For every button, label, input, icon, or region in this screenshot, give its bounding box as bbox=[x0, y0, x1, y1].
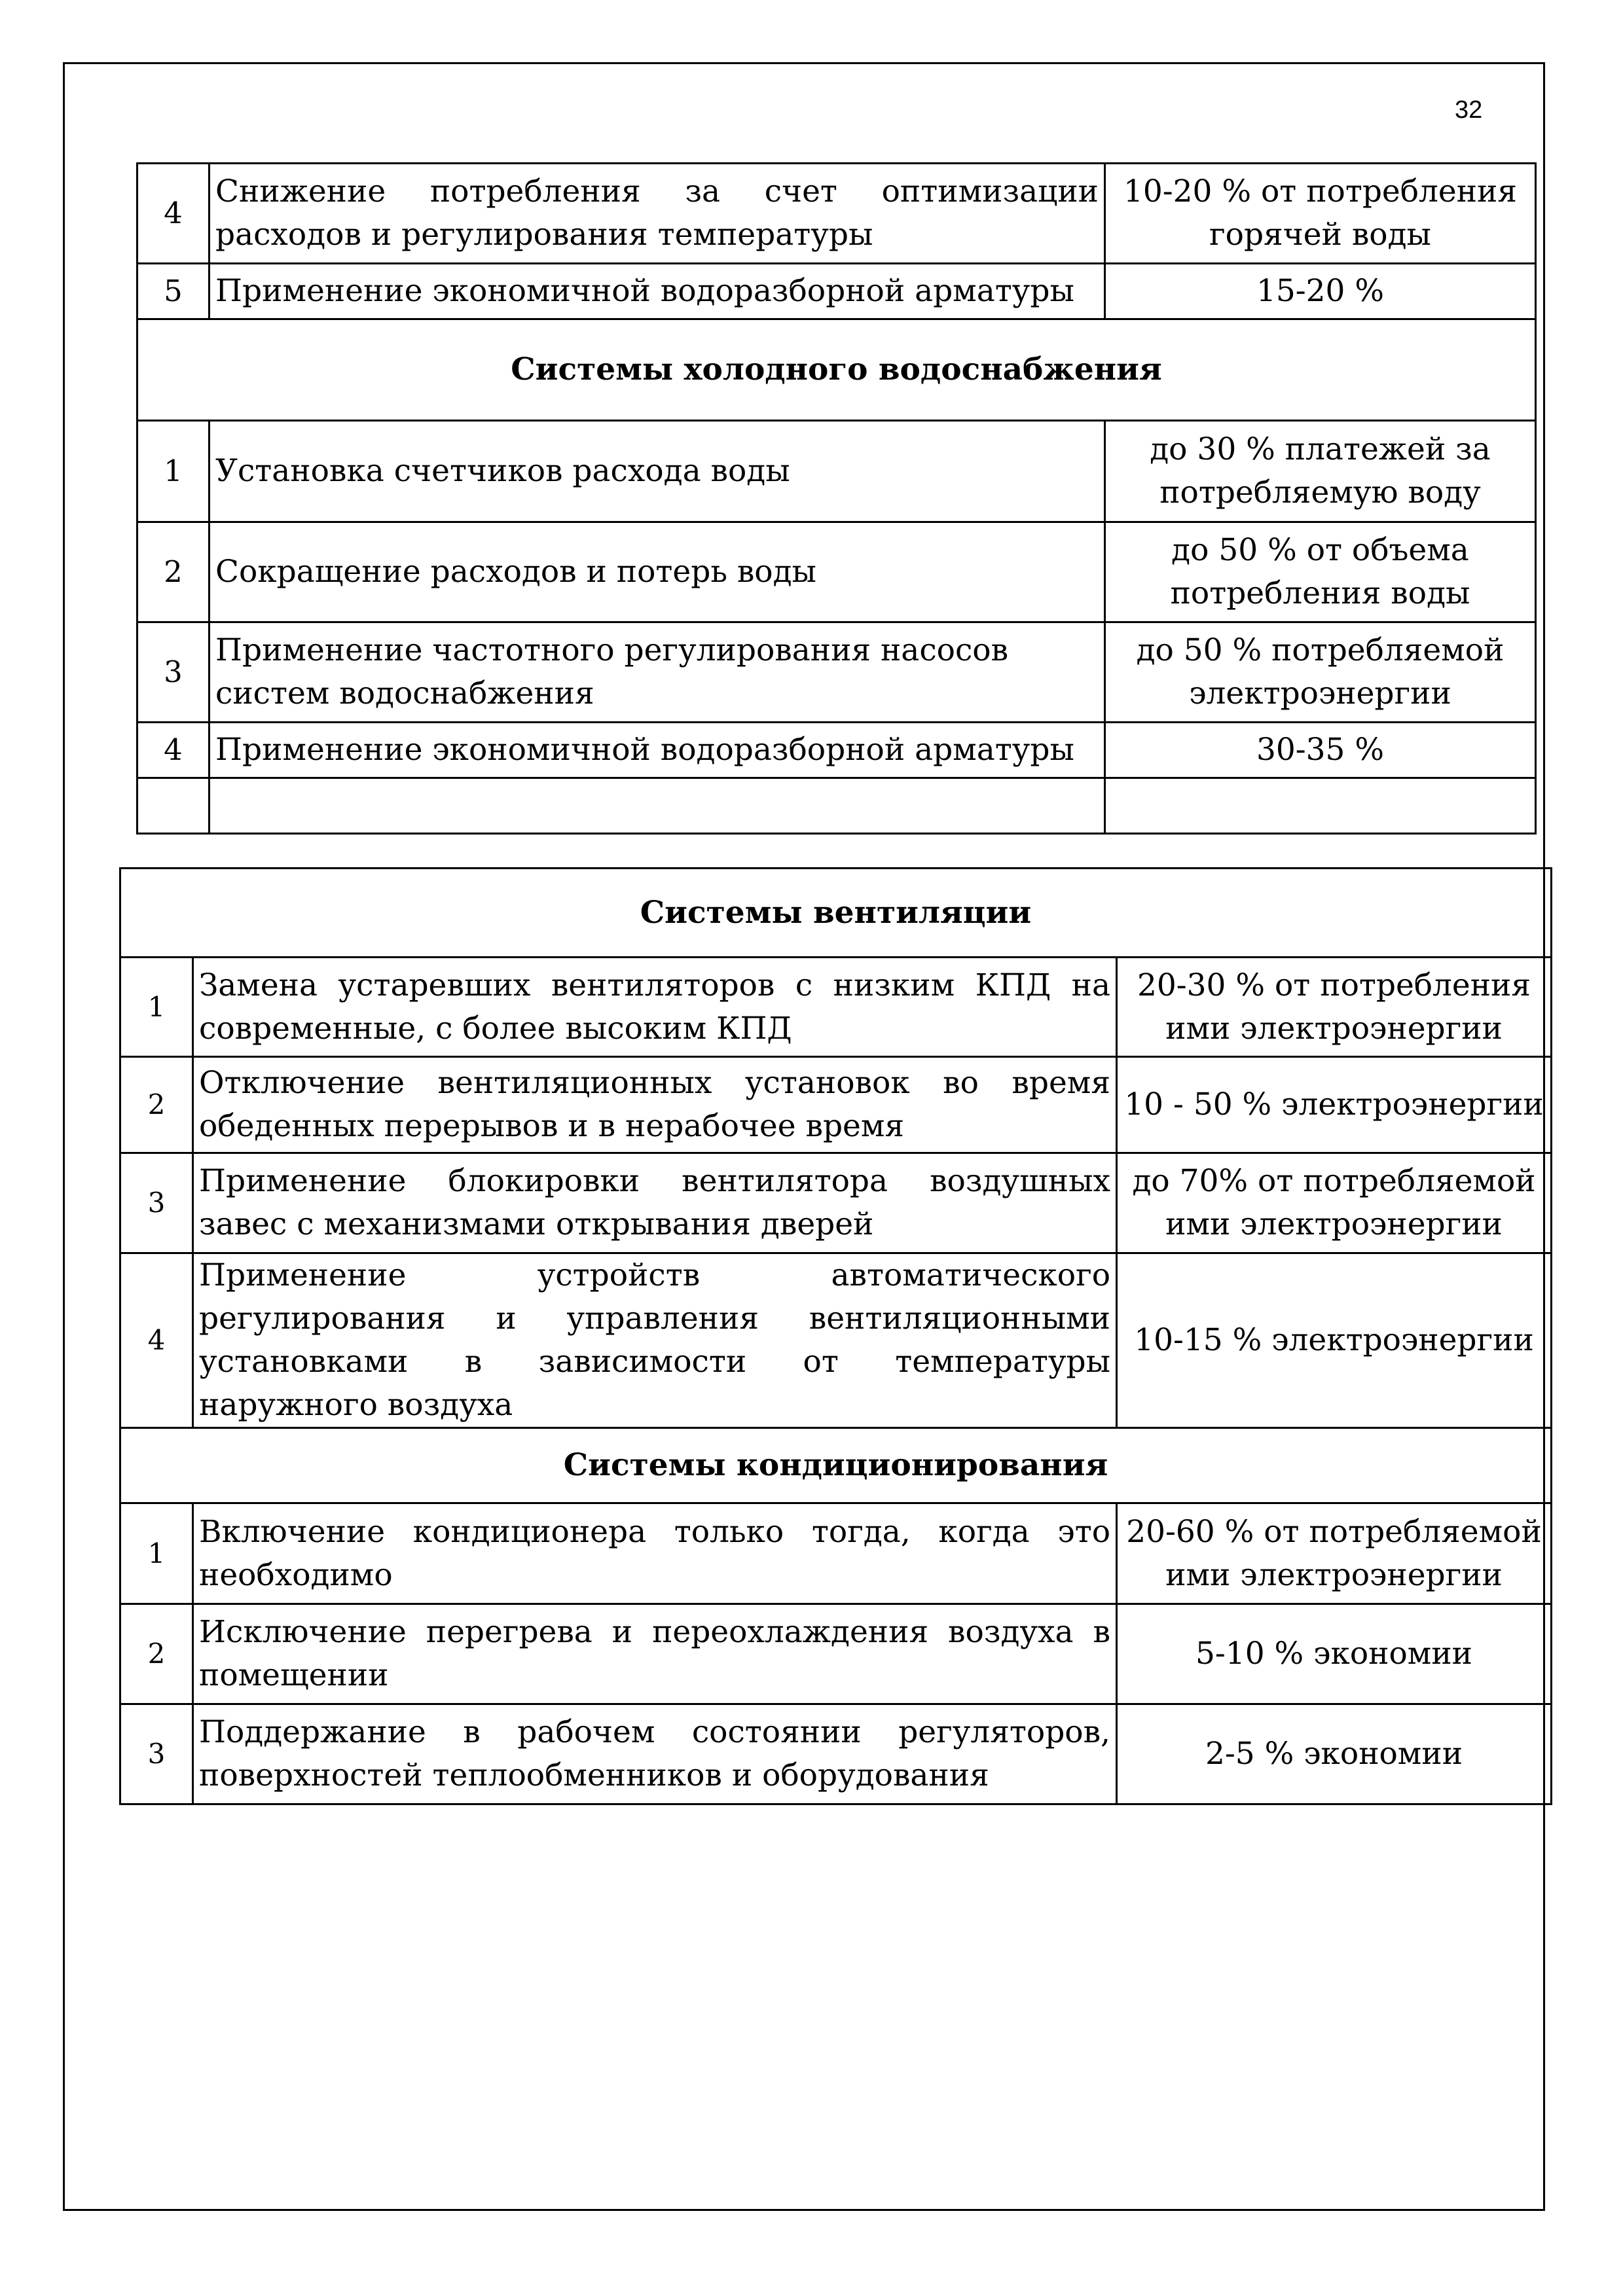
measure-description: Применение блокировки вентилятора воздушных завес с механизмами открывания дверей bbox=[193, 1153, 1117, 1253]
table-row bbox=[137, 164, 1536, 264]
savings-value: 30-35 % bbox=[1105, 723, 1536, 778]
section-header-row bbox=[137, 319, 1536, 421]
row-number: 1 bbox=[120, 1503, 193, 1604]
row-number: 3 bbox=[120, 1153, 193, 1253]
savings-value: 20-30 % от потребления ими электроэнергии bbox=[1117, 958, 1552, 1057]
row-number: 3 bbox=[120, 1704, 193, 1804]
measure-description: Сокращение расходов и потерь воды bbox=[210, 522, 1105, 622]
savings-value: 10 - 50 % электроэнергии bbox=[1117, 1057, 1552, 1153]
section-title-ventilation: Системы вентиляции bbox=[120, 869, 1552, 958]
savings-value: до 70% от потребляемой ими электроэнергии bbox=[1117, 1153, 1552, 1253]
savings-value: 2-5 % экономии bbox=[1117, 1704, 1552, 1804]
table-row bbox=[137, 264, 1536, 319]
savings-value: 15-20 % bbox=[1105, 264, 1536, 319]
page-number: 32 bbox=[1455, 96, 1483, 124]
section-title-cold-water: Системы холодного водоснабжения bbox=[137, 319, 1536, 421]
measure-description: Применение частотного регулирования насосов систем водоснабжения bbox=[210, 622, 1105, 723]
row-number: 4 bbox=[137, 723, 210, 778]
measure-description: Отключение вентиляционных установок во время обеденных перерывов и в нерабочее время bbox=[193, 1057, 1117, 1153]
row-number: 2 bbox=[120, 1604, 193, 1704]
savings-value: 10-20 % от потребления горячей воды bbox=[1105, 164, 1536, 264]
row-number: 2 bbox=[137, 522, 210, 622]
measure-description bbox=[210, 778, 1105, 834]
measure-description: Применение экономичной водоразборной арматуры bbox=[210, 264, 1105, 319]
measure-description: Включение кондиционера только тогда, когда это необходимо bbox=[193, 1503, 1117, 1604]
section-header-row bbox=[120, 869, 1552, 958]
table-row bbox=[120, 1503, 1552, 1604]
section-header-row bbox=[120, 1428, 1552, 1503]
savings-value: 10-15 % электроэнергии bbox=[1117, 1253, 1552, 1428]
table-row bbox=[120, 1604, 1552, 1704]
table-row bbox=[120, 1253, 1552, 1428]
row-number: 1 bbox=[137, 421, 210, 522]
measure-description: Установка счетчиков расхода воды bbox=[210, 421, 1105, 522]
table-row bbox=[120, 1153, 1552, 1253]
measure-description: Замена устаревших вентиляторов с низким КПД на современные, с более высоким КПД bbox=[193, 958, 1117, 1057]
table-row bbox=[137, 723, 1536, 778]
table-row bbox=[137, 522, 1536, 622]
row-number: 5 bbox=[137, 264, 210, 319]
row-number: 4 bbox=[137, 164, 210, 264]
savings-value: 5-10 % экономии bbox=[1117, 1604, 1552, 1704]
savings-value: 20-60 % от потребляемой ими электроэнергии bbox=[1117, 1503, 1552, 1604]
table-row bbox=[120, 958, 1552, 1057]
measure-description: Исключение перегрева и переохлаждения воздуха в помещении bbox=[193, 1604, 1117, 1704]
row-number: 1 bbox=[120, 958, 193, 1057]
measure-description: Поддержание в рабочем состоянии регуляторов, поверхностей теплообменников и оборудования bbox=[193, 1704, 1117, 1804]
measure-description: Применение экономичной водоразборной арматуры bbox=[210, 723, 1105, 778]
section-title-conditioning: Системы кондиционирования bbox=[120, 1428, 1552, 1503]
row-number: 3 bbox=[137, 622, 210, 723]
measure-description: Снижение потребления за счет оптимизации расходов и регулирования температуры bbox=[210, 164, 1105, 264]
table-row bbox=[137, 421, 1536, 522]
hot-cold-water-measures-table bbox=[136, 162, 1537, 834]
row-number: 4 bbox=[120, 1253, 193, 1428]
measure-description: Применение устройств автоматического регулирования и управления вентиляционными установками в зависимости от температуры наружного воздуха bbox=[193, 1253, 1117, 1428]
table-row bbox=[120, 1704, 1552, 1804]
savings-value: до 50 % потребляемой электроэнергии bbox=[1105, 622, 1536, 723]
row-number: 2 bbox=[120, 1057, 193, 1153]
savings-value: до 50 % от объема потребления воды bbox=[1105, 522, 1536, 622]
table-row bbox=[137, 622, 1536, 723]
table-row bbox=[120, 1057, 1552, 1153]
ventilation-conditioning-measures-table bbox=[119, 867, 1552, 1805]
empty-table-row bbox=[137, 778, 1536, 834]
row-number bbox=[137, 778, 210, 834]
savings-value: до 30 % платежей за потребляемую воду bbox=[1105, 421, 1536, 522]
savings-value bbox=[1105, 778, 1536, 834]
